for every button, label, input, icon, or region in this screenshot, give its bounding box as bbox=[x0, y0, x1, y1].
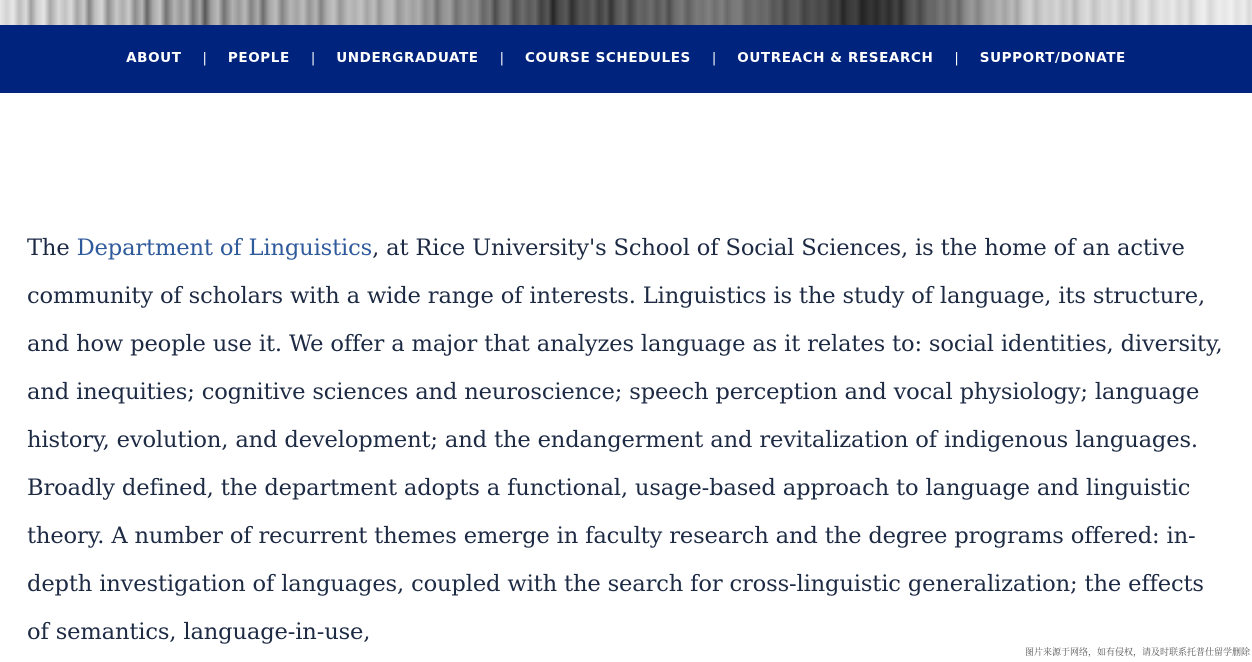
nav-separator: | bbox=[954, 50, 959, 66]
watermark-text: 图片来源于网络，如有侵权，请及时联系托普仕留学删除 bbox=[1023, 645, 1252, 658]
nav-item-people[interactable]: PEOPLE bbox=[227, 50, 290, 66]
nav-separator: | bbox=[202, 50, 207, 66]
nav-separator: | bbox=[711, 50, 717, 66]
header-banner-image bbox=[0, 0, 1252, 25]
nav-item-course-schedules[interactable]: COURSE SCHEDULES bbox=[525, 50, 691, 66]
main-navigation bbox=[0, 25, 1252, 93]
intro-prefix: The bbox=[27, 235, 77, 261]
department-link[interactable]: Department of Linguistics bbox=[76, 235, 373, 261]
nav-item-outreach-research[interactable]: OUTREACH & RESEARCH bbox=[737, 50, 934, 66]
nav-item-support-donate[interactable]: SUPPORT/DONATE bbox=[979, 50, 1126, 66]
nav-item-undergraduate[interactable]: UNDERGRADUATE bbox=[336, 50, 479, 66]
intro-body: , at Rice University's School of Social Sciences, is the home of an active community of scholars with a wide range of interests. Linguistics is the study of language, its structure, and how people use it. We offer a major that analyzes language as it relates to: social identities, diversity, and inequities; cognitive sciences and neuroscience; speech perception and vocal physiology; language history, evolution, and development; and the endangerment and revitalization of indigenous languages. Broadly defined, the department adopts a functional, usage-based approach to language and linguistic theory. A number of recurrent themes emerge in faculty research and the degree programs offered: in-depth investigation of languages, coupled with the search for cross-linguistic generalization; the effects of semantics, language-in-use, bbox=[27, 235, 1223, 645]
intro-paragraph bbox=[27, 224, 1232, 656]
nav-list bbox=[126, 50, 1126, 66]
nav-separator: | bbox=[499, 50, 505, 66]
nav-item-about[interactable]: ABOUT bbox=[126, 50, 182, 66]
nav-separator: | bbox=[310, 50, 316, 66]
